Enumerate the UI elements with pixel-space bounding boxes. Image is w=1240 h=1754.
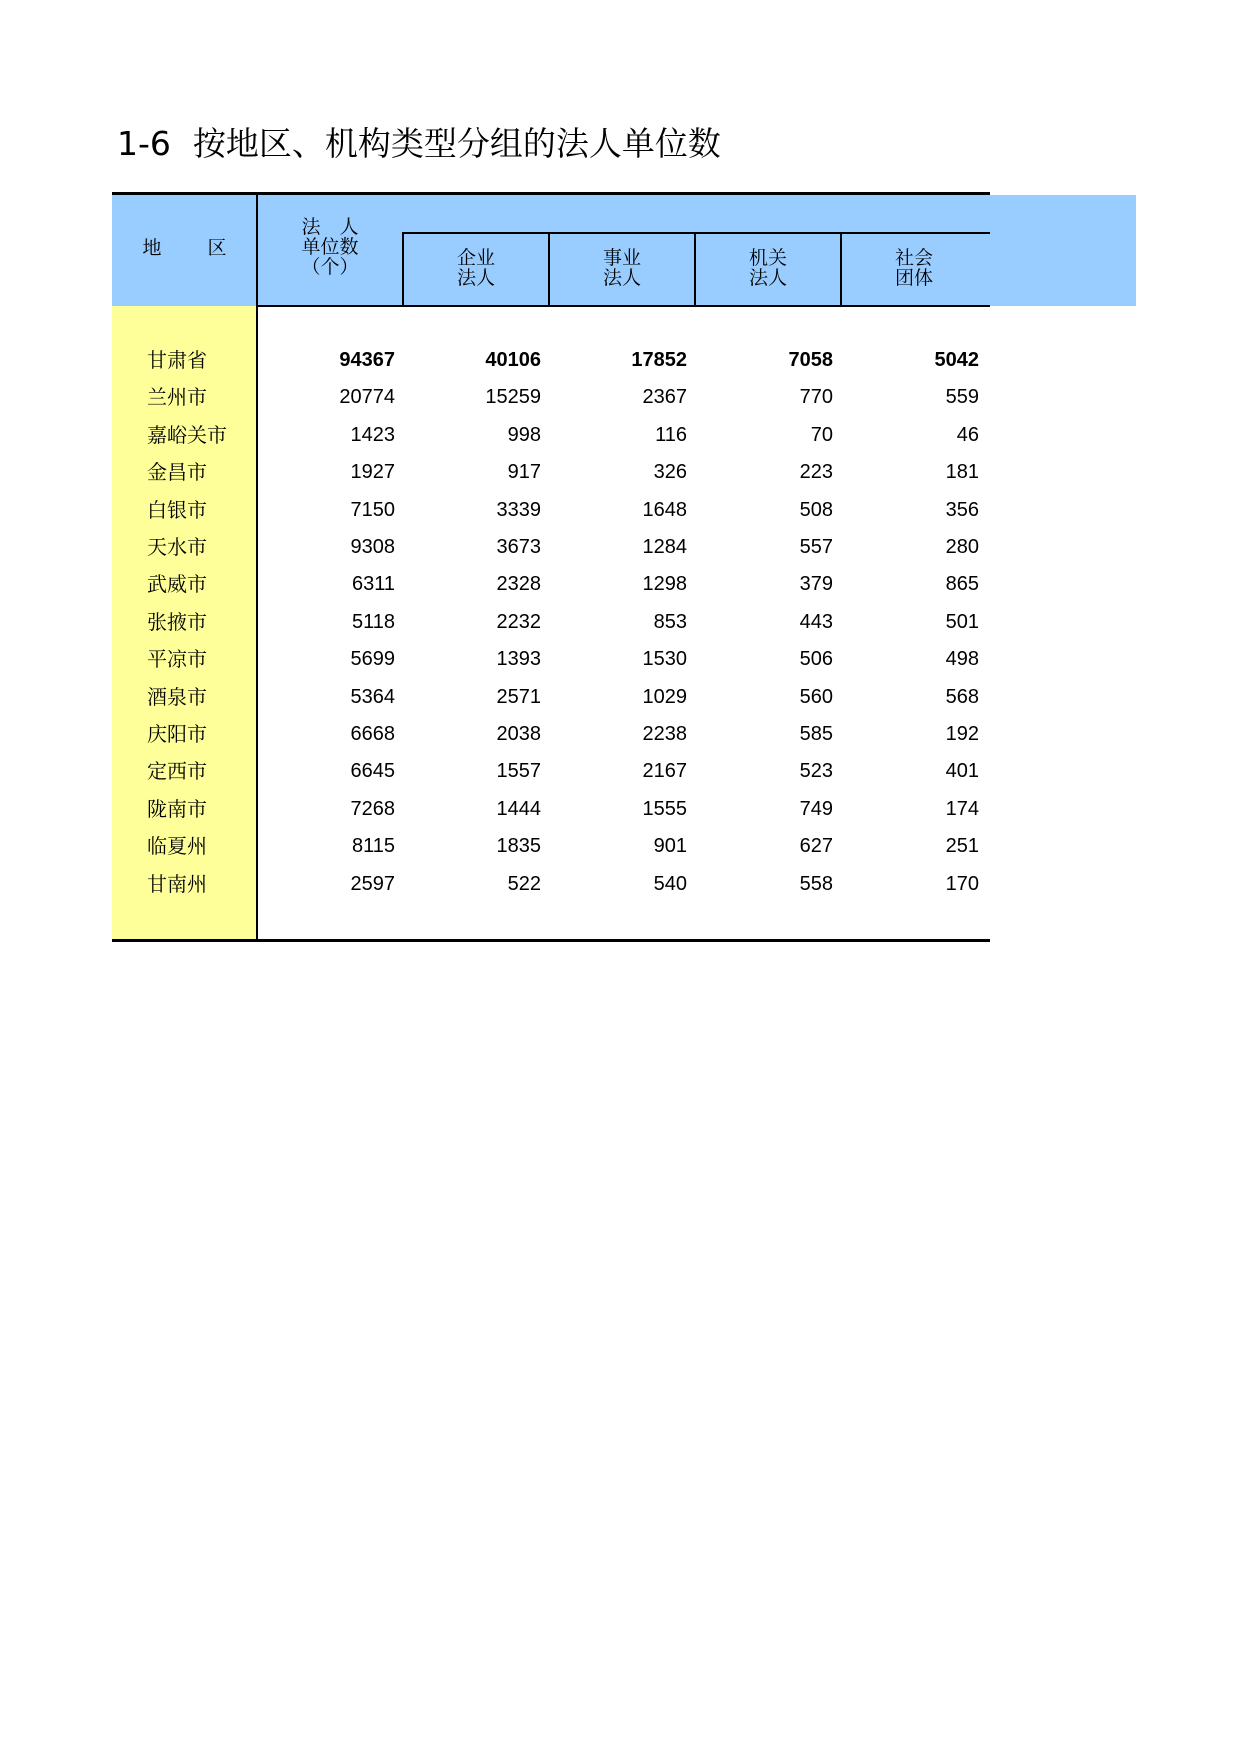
enterprise-value: 1444 — [496, 797, 541, 820]
region-name: 张掖市 — [147, 609, 207, 634]
government-value: 770 — [799, 386, 833, 409]
government-value: 7058 — [788, 349, 833, 371]
government-value: 585 — [799, 723, 833, 745]
social-value: 401 — [945, 760, 979, 783]
social-value: 280 — [945, 536, 979, 558]
institution-header — [550, 248, 694, 288]
region-name: 白银市 — [147, 497, 207, 522]
total-value: 6668 — [350, 723, 395, 745]
table-row — [112, 604, 990, 641]
institution-value: 901 — [653, 835, 687, 858]
total-value: 1927 — [350, 461, 395, 484]
government-value: 627 — [799, 835, 833, 858]
government-value: 558 — [799, 872, 833, 895]
social-value: 498 — [945, 648, 979, 671]
social-value: 181 — [945, 461, 979, 484]
region-name: 金昌市 — [147, 460, 207, 485]
enterprise-value: 917 — [507, 461, 541, 484]
total-header-line: （个） — [301, 256, 359, 278]
region-name: 甘肃省 — [147, 348, 207, 372]
total-value: 20774 — [339, 386, 395, 409]
government-header-line: 机关 — [748, 247, 787, 269]
region-name: 临夏州 — [147, 834, 207, 859]
table-row — [112, 753, 990, 790]
table-row — [112, 529, 990, 566]
subheader-rule — [403, 232, 990, 234]
social-value: 251 — [945, 835, 979, 858]
page-title — [117, 118, 721, 165]
social-value: 46 — [956, 423, 979, 446]
institution-value: 1555 — [642, 797, 687, 820]
total-header-line: 法 人 — [301, 216, 359, 238]
institution-value: 1530 — [642, 648, 687, 671]
government-value: 557 — [799, 536, 833, 558]
institution-value: 116 — [655, 423, 687, 446]
institution-value: 326 — [653, 461, 687, 484]
social-value: 865 — [945, 573, 979, 596]
table-row — [112, 641, 990, 678]
table-row — [112, 866, 990, 903]
enterprise-value: 2328 — [496, 573, 541, 596]
enterprise-value: 1835 — [496, 835, 541, 858]
enterprise-value: 15259 — [485, 386, 541, 409]
region-header — [112, 238, 257, 258]
government-value: 506 — [799, 648, 833, 671]
total-value: 5364 — [350, 685, 395, 708]
total-value: 5699 — [350, 648, 395, 671]
region-name: 甘南州 — [147, 871, 207, 896]
region-header-char: 地 — [142, 237, 162, 259]
government-value: 443 — [799, 610, 833, 633]
total-value: 2597 — [350, 872, 395, 895]
table-row — [112, 716, 990, 753]
social-header-line: 团体 — [894, 267, 933, 289]
social-header — [842, 248, 986, 288]
social-value: 174 — [945, 797, 979, 820]
institution-value: 1298 — [642, 573, 687, 596]
table-row — [112, 492, 990, 529]
enterprise-value: 40106 — [485, 349, 541, 371]
social-value: 356 — [945, 498, 979, 521]
institution-value: 540 — [653, 872, 687, 895]
enterprise-value: 3339 — [496, 498, 541, 521]
enterprise-value: 3673 — [496, 536, 541, 558]
institution-header-line: 法人 — [602, 267, 641, 289]
institution-value: 1284 — [642, 536, 687, 558]
total-value: 6311 — [351, 573, 395, 596]
institution-value: 853 — [653, 610, 687, 633]
region-name: 定西市 — [147, 759, 207, 784]
region-name: 酒泉市 — [147, 684, 207, 709]
institution-value: 1029 — [642, 685, 687, 708]
total-value: 5118 — [351, 610, 395, 633]
government-value: 749 — [799, 797, 833, 820]
region-name: 嘉峪关市 — [147, 422, 227, 447]
table-row — [112, 566, 990, 603]
enterprise-value: 1393 — [496, 648, 541, 671]
government-value: 70 — [810, 423, 833, 446]
table-row — [112, 828, 990, 865]
table-row — [112, 791, 990, 828]
enterprise-header-line: 法人 — [456, 267, 495, 289]
institution-value: 17852 — [631, 349, 687, 371]
total-value: 8115 — [351, 835, 395, 858]
enterprise-value: 522 — [507, 872, 541, 895]
total-value: 7150 — [350, 498, 395, 521]
institution-value: 2367 — [642, 386, 687, 409]
total-header — [257, 217, 403, 277]
social-value: 192 — [945, 723, 979, 745]
table-row — [112, 342, 990, 379]
government-value: 508 — [799, 498, 833, 521]
total-header-line: 单位数 — [301, 236, 359, 258]
total-value: 7268 — [350, 797, 395, 820]
government-value: 223 — [799, 461, 833, 484]
social-value: 5042 — [934, 349, 979, 371]
institution-value: 2167 — [642, 760, 687, 783]
government-header-line: 法人 — [748, 267, 787, 289]
enterprise-value: 998 — [507, 423, 541, 446]
enterprise-header — [404, 248, 548, 288]
region-name: 平凉市 — [147, 647, 207, 672]
total-value: 94367 — [339, 349, 395, 371]
government-value: 523 — [799, 760, 833, 783]
social-header-line: 社会 — [894, 247, 933, 269]
region-name: 兰州市 — [147, 385, 207, 410]
bottom-rule — [112, 939, 990, 942]
table-row — [112, 679, 990, 716]
government-header — [696, 248, 840, 288]
social-value: 170 — [945, 872, 979, 895]
enterprise-value: 1557 — [496, 760, 541, 783]
enterprise-header-line: 企业 — [456, 247, 495, 269]
table-row — [112, 379, 990, 416]
region-name: 天水市 — [147, 535, 207, 559]
total-value: 9308 — [350, 536, 395, 558]
region-header-char: 区 — [207, 237, 227, 259]
social-value: 559 — [945, 386, 979, 409]
social-value: 568 — [945, 685, 979, 708]
statistics-table — [112, 192, 1136, 942]
social-value: 501 — [945, 610, 979, 633]
total-value: 1423 — [350, 423, 395, 446]
enterprise-value: 2232 — [496, 610, 541, 633]
region-name: 陇南市 — [147, 796, 207, 821]
table-row — [112, 417, 990, 454]
enterprise-value: 2038 — [496, 723, 541, 745]
table-row — [112, 454, 990, 491]
header-bottom-rule — [257, 305, 990, 307]
table-number: 1-6 — [117, 124, 171, 163]
region-name: 武威市 — [147, 572, 207, 597]
government-value: 560 — [799, 685, 833, 708]
institution-header-line: 事业 — [602, 247, 641, 269]
government-value: 379 — [799, 573, 833, 596]
total-value: 6645 — [350, 760, 395, 783]
table-title: 按地区、机构类型分组的法人单位数 — [192, 124, 721, 163]
enterprise-value: 2571 — [496, 685, 541, 708]
region-name: 庆阳市 — [147, 722, 207, 746]
institution-value: 1648 — [642, 498, 687, 521]
institution-value: 2238 — [642, 723, 687, 745]
